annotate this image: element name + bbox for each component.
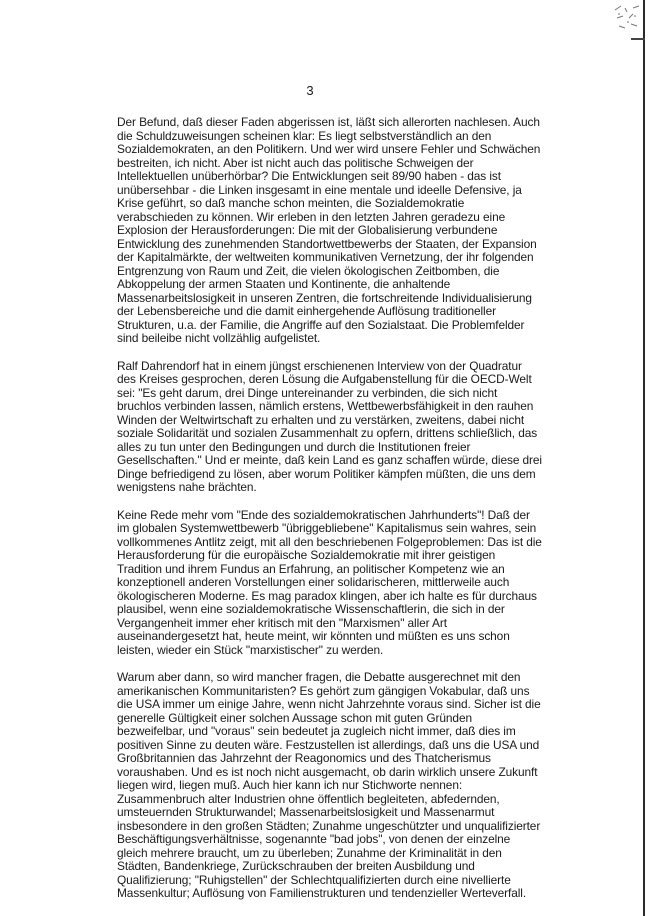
- scan-artifact-icon: [613, 4, 641, 34]
- paragraph: Ralf Dahrendorf hat in einem jüngst erschienenen Interview von der Quadratur des Kreises gesprochen, deren Lösung die Aufgabenstellung für die OECD-Welt sei: "Es geht darum, drei Dinge untereinander zu verbinden, die sich nicht bruchlos verbinden lassen, nämlich erstens, Wettbewerbsfähigkeit in den rauhen Winden der Weltwirtschaft zu erhalten und zu verstärken, zweitens, dabei nicht soziale Solidarität und sozialen Zusammenhalt zu opfern, drittens schließlich, das alles zu tun unter den Bedingungen und durch die Institutionen freier Gesellschaften." Und er meinte, daß kein Land es ganz schaffen würde, diese drei Dinge befriedigend zu lösen, aber worum Politiker kämpfen müßten, die uns dem wenigstens nahe brächten.: [117, 358, 542, 494]
- page-number: 3: [306, 83, 314, 98]
- page-edge-line: [643, 0, 645, 916]
- paragraph: Warum aber dann, so wird mancher fragen, die Debatte ausgerechnet mit den amerikanischen Kommunitaristen? Es gehört zum gängigen Vokabular, daß uns die USA immer um einige Jahre, wenn nicht Jahrzehnte voraus sind. Sicher ist die generelle Gültigkeit einer solchen Aussage schon mit guten Gründen bezweifelbar, und "voraus" sein bedeutet ja zugleich nicht immer, daß dies im positiven Sinne zu deuten wäre. Festzustellen ist allerdings, daß uns die USA und Großbritannien das Jahrzehnt der Reagonomics und des Thatcherismus voraushaben. Und es ist noch nicht ausgemacht, ob darin wirklich unsere Zukunft liegen wird, liegen muß. Auch hier kann ich nur Stichworte nennen: Zusammenbruch alter Industrien ohne öffentlich begleiteten, abfedernden, umsteuernden Strukturwandel; Massenarbeitslosigkeit und Massenarmut insbesondere in den großen Städten; Zunahme ungeschützter und unqualifizierter Beschäftigungsverhältnisse, sogenannte "bad jobs", von denen der einzelne gleich mehrere braucht, um zu überleben; Zunahme der Kriminalität in den Städten, Bandenkriege, Zurückschrauben der breiten Ausbildung und Qualifizierung; "Ruhigstellen" der Schlechtqualifizierten durch eine nivellierte Massenkultur; Auflösung von Familienstrukturen und tendenzieller Werteverfall.: [117, 670, 541, 900]
- body-text: [117, 116, 543, 915]
- paragraph: Keine Rede mehr vom "Ende des sozialdemokratischen Jahrhunderts"! Daß der im globalen Systemwettbewerb "übriggebliebene" Kapitalismus sein wahres, sein vollkommenes Antlitz zeigt, mit all den beschriebenen Folgeproblemen: Das ist die Herausforderung für die europäische Sozialdemokratie mit ihrer geistigen Tradition und ihrem Fundus an Erfahrung, an politischer Kompetenz wie an konzeptionell anderen Vorstellungen einer solidarischeren, mittlerweile auch ökologischeren Moderne. Es mag paradox klingen, aber ich halte es für durchaus plausibel, wenn eine sozialdemokratische Wissenschaftlerin, die sich in der Vergangenheit immer eher kritisch mit den "Marxismen" aller Art auseinandergesetzt hat, heute meint, wir könnten und müßten es uns schon leisten, wieder ein Stück "marxistischer" zu werden.: [117, 507, 542, 657]
- paragraph: Der Befund, daß dieser Faden abgerissen ist, läßt sich allerorten nachlesen. Auch die Schuldzuweisungen scheinen klar: Es liegt selbstverständlich an den Sozialdemokraten, an den Politikern. Und wer wird unsere Fehler und Schwächen bestreiten, ich nicht. Aber ist nicht auch das politische Schweigen der Intellektuellen unüberhörbar? Die Entwicklungen seit 89/90 haben - das ist unübersehbar - die Linken insgesamt in eine mentale und ideelle Defensive, ja Krise geführt, so daß manche schon meinten, die Sozialdemokratie verabschieden zu können. Wir erleben in den letzten Jahren geradezu eine Explosion der Herausforderungen: Die mit der Globalisierung verbundene Entwicklung des zunehmenden Standortwettbewerbs der Staaten, der Expansion der Kapitalmärkte, der weltweiten kommunikativen Vernetzung, der ihr folgenden Entgrenzung von Raum und Zeit, die vielen ökologischen Zeitbomben, die Abkoppelung der armen Staaten und Kontinente, die anhaltende Massenarbeitslosigkeit in unseren Zentren, die fortschreitende Individualisierung der Lebensbereiche und die damit einhergehende Auflösung traditioneller Strukturen, u.a. der Familie, die Angriffe auf den Sozialstaat. Die Problemfelder sind beileibe nicht vollzählig aufgelistet.: [117, 115, 541, 345]
- page-edge-tick: [631, 38, 645, 40]
